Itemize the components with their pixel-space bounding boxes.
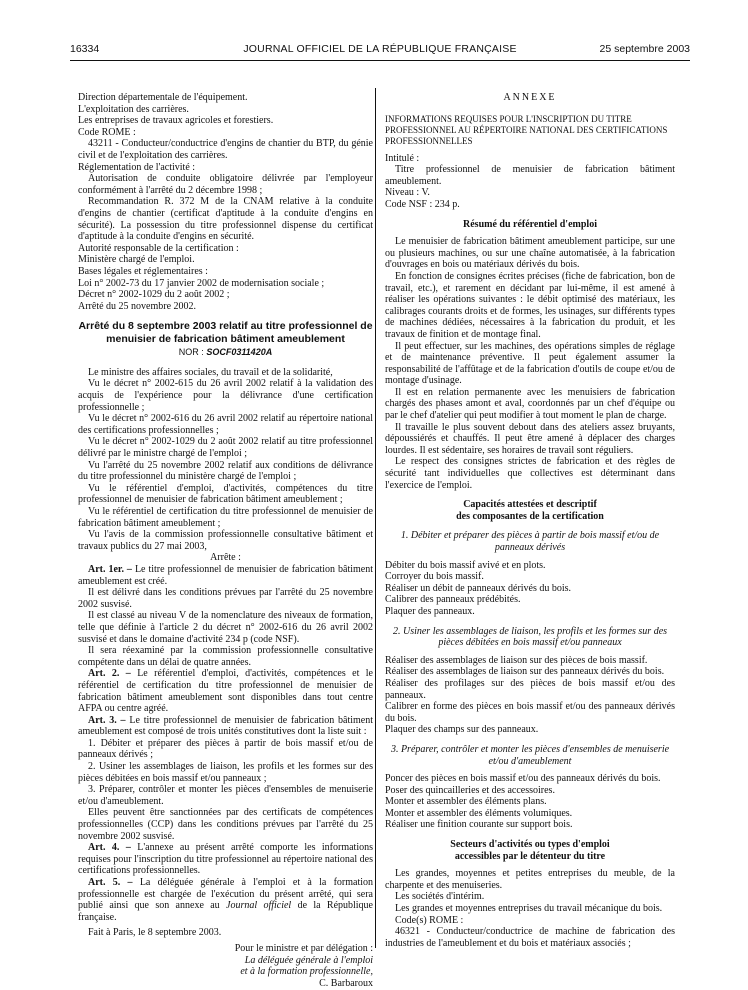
section-1-item: Réaliser un débit de panneaux dérivés du bois. [385, 582, 572, 594]
resume-para: Il travaille le plus souvent debout dans des ateliers assez bruyants, dépoussiérés et chauffés. Il peut être amené à déplacer des charges lourdes. Il est sédentaire, ses horaires de travail sont réguliers. [385, 421, 675, 456]
visa: Vu le référentiel de certification du titre professionnel de menuisier de fabrication bâtiment ameublement ; [78, 506, 373, 529]
journal-title: JOURNAL OFFICIEL DE LA RÉPUBLIQUE FRANÇAISE [243, 43, 517, 55]
article-3 [78, 715, 373, 738]
article-2-label: Art. 2. – [88, 668, 131, 680]
sector-item: Les grandes et moyennes entreprises du travail mécanique du bois. [395, 903, 663, 915]
resume-para: Il est en relation permanente avec les menuisiers de fabrication chargés des phases amont et aval, coordonnés par un chef d'équipe ou par le chef d'atelier qui peut modifier à tout moment le plan de charge. [385, 386, 675, 422]
article-1-label: Art. 1er. – [88, 563, 132, 575]
sectors-title [385, 839, 675, 862]
left-column [78, 92, 373, 989]
intro-line: L'exploitation des carrières. [78, 103, 189, 115]
intro-line: Arrêté du 25 novembre 2002. [78, 300, 197, 312]
annex-intro: Titre professionnel de menuisier de fabrication bâtiment ameublement. [385, 164, 675, 187]
article-1-para: Il sera réexaminé par la commission professionnelle consultative compétente dans un délai de quatre années. [78, 645, 373, 668]
article-1-text: Le titre professionnel de menuisier de fabrication bâtiment ameublement est créé. [78, 563, 374, 587]
resume-para: En fonction de consignes écrites précises (fiche de fabrication, bon de travail, etc.), et rarement en décidant par lui-même, il est amené à réaliser les opérations suivantes : le débit optimisé des matériaux, les calibrages courants droits et de formes, les usinages, sur différents types de machines dédiées, nécessaires à la fabrication du produit, et les travaux de finition et de montage final. [385, 270, 675, 340]
capacities-title-line: des composantes de la certification [456, 510, 604, 522]
visa: Vu l'avis de la commission professionnelle consultative bâtiment et travaux publics du 27 mai 2003, [78, 529, 373, 552]
section-1-item: Corroyer du bois massif. [385, 571, 484, 583]
resume-para: Il peut effectuer, sur les machines, des opérations simples de réglage et de maintenance préventive. Il peut également assumer la responsabilité de l'affûtage et de la fabrication d'outils de coupe et/ou de montage d'usinage. [385, 340, 675, 387]
done-at: Fait à Paris, le 8 septembre 2003. [88, 927, 222, 939]
section-2-item: Plaquer des champs sur des panneaux. [385, 724, 539, 736]
nor-label: NOR : [178, 347, 204, 358]
column-divider [375, 88, 376, 948]
intro-line: Décret n° 2002-1029 du 2 août 2002 ; [78, 289, 230, 301]
article-3-para: 1. Débiter et préparer des pièces à partir de bois massif et/ou de panneaux dérivés ; [78, 737, 373, 761]
annex-intro: Code NSF : 234 p. [385, 198, 460, 210]
annex-title: ANNEXE [503, 92, 557, 103]
sector-item: Les sociétés d'intérim. [395, 891, 485, 903]
signature-line: Pour le ministre et par délégation : [234, 942, 373, 954]
visa: Vu le décret n° 2002-615 du 26 avril 2002 relatif à la validation des acquis de l'expérience pour la délivrance d'une certification professionnelle ; [78, 378, 373, 413]
visa: Le ministre des affaires sociales, du travail et de la solidarité, [88, 366, 333, 378]
section-3-item: Monter et assembler des éléments volumiques. [385, 807, 573, 819]
article-4 [78, 842, 373, 877]
capacities-title [385, 499, 675, 522]
section-1-title: 1. Débiter et préparer des pièces à partir de bois massif et/ou de panneaux dérivés [400, 530, 660, 553]
nor-value: SOCF0311420A [206, 347, 273, 358]
article-3-para: 2. Usiner les assemblages de liaison, les profils et les formes sur des pièces débitées en bois massif et/ou panneaux ; [78, 761, 373, 784]
section-2-item: Réaliser des assemblages de liaison sur des pièces de bois massif. [385, 654, 648, 666]
resume-para: Le respect des consignes strictes de fabrication et des règles de sécurité tant individuelles que collectives est déterminant dans l'exercice de l'emploi. [385, 456, 675, 491]
article-5-text-end: de la République française. [78, 900, 373, 923]
intro-line: Loi n° 2002-73 du 17 janvier 2002 de modernisation sociale ; [78, 277, 325, 289]
article-4-text: L'annexe au présent arrêté comporte les informations requises pour l'inscription du titre professionnel au répertoire national des certifications professionnelles. [78, 842, 373, 877]
visa: Vu l'arrêté du 25 novembre 2002 relatif aux conditions de délivrance du titre professionnel du ministère chargé de l'emploi ; [78, 459, 373, 483]
section-2-item: Calibrer en forme des pièces en bois massif et/ou des panneaux dérivés du bois. [385, 701, 675, 724]
annex-subtitle: INFORMATIONS REQUISES POUR L'INSCRIPTION DU TITRE PROFESSIONNEL AU RÉPERTOIRE NATIONAL DES CERTIFICATIONS PROFESSIONNELLES [385, 113, 668, 146]
visa: Vu le référentiel d'emploi, d'activités, compétences du titre professionnel de menuisier de fabrication bâtiment ameublement ; [78, 482, 373, 506]
intro-line: Autorité responsable de la certification : [78, 242, 239, 254]
section-2-item: Réaliser des profilages sur des pièces de bois massif et/ou des panneaux. [385, 677, 675, 701]
annex-intro: Intitulé : [385, 152, 420, 164]
sectors-title-line: Secteurs d'activités ou types d'emploi [450, 839, 610, 851]
section-3-item: Poncer des pièces en bois massif et/ou des panneaux dérivés du bois. [385, 773, 661, 785]
intro-line: Autorisation de conduite obligatoire délivrée par l'employeur conformément à l'arrêté du 2 décembre 1998 ; [78, 173, 373, 196]
header-rule [70, 60, 690, 61]
resume-title: Résumé du référentiel d'emploi [463, 218, 597, 230]
article-3-para: Elles peuvent être sanctionnées par des certificats de compétences professionnelles (CCP) dans les conditions prévues par l'arrêté du 25 novembre 2002 susvisé. [78, 807, 373, 842]
right-column [385, 92, 675, 949]
arrete-label: Arrête : [210, 552, 241, 564]
intro-line: Bases légales et réglementaires : [78, 265, 208, 277]
section-1-item: Calibrer des panneaux prédébités. [385, 594, 521, 606]
sector-item: Les grandes, moyennes et petites entreprises du meuble, de la charpente et des menuiseries. [385, 868, 675, 891]
article-5-text: La déléguée générale à l'emploi et à la formation professionnelle est chargée de l'exécution du présent arrêté, qui sera publié ainsi que son annexe au [78, 877, 373, 912]
article-2-text: Le référentiel d'emploi, d'activités, compétences et le référentiel de certification du titre professionnel de menuisier de fabrication bâtiment ameublement sont disponibles dans tout centre AFPA ou centre agréé. [78, 668, 373, 715]
section-1-item: Débiter du bois massif avivé et en plots. [385, 559, 546, 571]
article-1 [78, 564, 373, 587]
section-3-item: Poser des quincailleries et des accessoires. [385, 784, 555, 796]
visa: Vu le décret n° 2002-1029 du 2 août 2002 relatif au titre professionnel délivré par le ministre chargé de l'emploi ; [78, 436, 373, 460]
article-5-label: Art. 5. – [88, 877, 133, 888]
article-2 [78, 668, 373, 714]
intro-line: Direction départementale de l'équipement. [78, 92, 248, 103]
intro-line: Réglementation de l'activité : [78, 161, 196, 173]
signature-line: et à la formation professionnelle, [240, 966, 373, 978]
sectors-title-line: accessibles par le détenteur du titre [454, 850, 606, 862]
section-2-item: Réaliser des assemblages de liaison sur des panneaux dérivés du bois. [385, 666, 665, 678]
page-header [70, 43, 690, 61]
section-3-item: Réaliser une finition courante sur support bois. [385, 819, 573, 831]
decree-title: Arrêté du 8 septembre 2003 relatif au titre professionnel de menuisier de fabrication bâtiment ameublement [78, 320, 373, 345]
article-3-text: Le titre professionnel de menuisier de fabrication bâtiment ameublement est composé de trois unités constitutives dont la liste suit : [78, 714, 373, 738]
section-1-item: Plaquer des panneaux. [385, 605, 475, 617]
intro-line: 43211 - Conducteur/conductrice d'engins de chantier du BTP, du génie civil et de l'exploitation des carrières. [78, 138, 373, 161]
capacities-title-line: Capacités attestées et descriptif [463, 499, 597, 511]
sector-item: Code(s) ROME : [395, 914, 464, 926]
section-3-title: 3. Préparer, contrôler et monter les pièces d'ensembles de menuiserie et/ou d'ameublement [390, 743, 670, 767]
article-3-label: Art. 3. – [88, 714, 126, 726]
resume-para: Le menuisier de fabrication bâtiment ameublement participe, sur une ou plusieurs machines, ou sur une chaîne automatisée, à la fabrication d'ouvrages en bois ou matériaux dérivés du bois. [385, 236, 675, 271]
article-3-para: 3. Préparer, contrôler et monter les pièces d'ensembles de menuiserie et/ou d'ameublement. [78, 784, 373, 807]
publication-date: 25 septembre 2003 [599, 43, 690, 55]
journal-officiel-ref: Journal officiel [226, 900, 292, 912]
sector-item: 46321 - Conducteur/conductrice de machine de fabrication des industries de l'ameublement et du bois et matériaux associés ; [385, 926, 675, 949]
intro-line: Ministère chargé de l'emploi. [78, 254, 195, 266]
annex-intro: Niveau : V. [385, 187, 430, 199]
article-5 [78, 877, 373, 923]
article-1-para: Il est délivré dans les conditions prévues par l'arrêté du 25 novembre 2002 susvisé. [78, 587, 373, 610]
nor-reference [78, 347, 373, 359]
visa: Vu le décret n° 2002-616 du 26 avril 2002 relatif au répertoire national des certifications professionnelles ; [78, 413, 373, 436]
section-3-item: Monter et assembler des éléments plans. [385, 796, 547, 808]
page-number: 16334 [70, 43, 100, 55]
intro-line: Recommandation R. 372 M de la CNAM relative à la conduite d'engins de chantier (certificat d'aptitude à la conduite d'engins en sécurité). La possession du titre professionnel dispense du certificat d'aptitude à la conduite d'engins en sécurité. [78, 196, 373, 243]
section-2-title: 2. Usiner les assemblages de liaison, les profils et les formes sur des pièces débitées en bois massif et/ou panneaux [392, 625, 668, 649]
signature-block [78, 943, 373, 989]
intro-line: Code ROME : [78, 126, 136, 138]
article-4-label: Art. 4. – [88, 842, 131, 854]
article-1-para: Il est classé au niveau V de la nomenclature des niveaux de formation, telle que définie à l'article 2 du décret n° 2002-616 du 26 avril 2002 susvisé et dans le domaine d'activité 234 p (code NSF). [78, 610, 373, 645]
intro-line: Les entreprises de travaux agricoles et forestiers. [78, 115, 274, 127]
signatory-name: C. Barbaroux [319, 977, 373, 989]
signature-line: La déléguée générale à l'emploi [244, 954, 373, 966]
